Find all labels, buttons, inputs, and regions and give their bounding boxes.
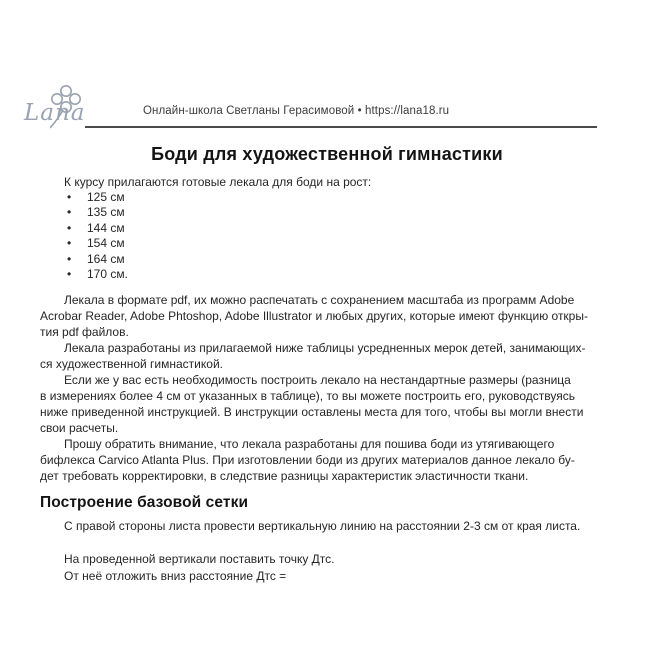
size-list-intro: К курсу прилагаются готовые лекала для боди на рост: xyxy=(64,175,372,189)
list-item-label: 135 см xyxy=(87,205,125,220)
list-item xyxy=(40,252,614,267)
paragraph-line: Если же у вас есть необходимость построить лекало на нестандартные размеры (разница xyxy=(64,373,571,388)
size-list xyxy=(40,190,614,282)
paragraph-line: в измерениях более 4 см от указанных в таблице), то вы можете построить его, руководствуясь xyxy=(40,389,576,404)
bullet-icon: • xyxy=(67,267,72,282)
list-item-label: 170 см. xyxy=(87,267,128,282)
list-item xyxy=(40,236,614,251)
list-item xyxy=(40,267,614,282)
paragraph-line: Прошу обратить внимание, что лекала разработаны для пошива боди из утягивающего xyxy=(64,437,555,452)
instruction-line: С правой стороны листа провести вертикальную линию на расстоянии 2-3 см от края листа. xyxy=(64,519,581,534)
list-item xyxy=(40,205,614,220)
section-heading: Построение базовой сетки xyxy=(40,494,249,512)
bullet-icon: • xyxy=(67,205,72,220)
logo-brand-text: Lana xyxy=(24,100,86,126)
header-divider xyxy=(85,126,597,128)
paragraph-line: Acrobar Reader, Adobe Phtoshop, Adobe Illustrator и любых других, которые имеют функцию откры- xyxy=(40,309,588,324)
paragraph xyxy=(40,436,614,484)
list-item-label: 164 см xyxy=(87,251,125,266)
blank-line xyxy=(40,535,614,552)
bullet-icon: • xyxy=(67,251,72,266)
paragraph-line: ся художественной гимнастикой. xyxy=(40,357,223,372)
body-paragraphs xyxy=(40,292,614,484)
paragraph-line: Лекала разработаны из прилагаемой ниже таблицы усредненных мерок детей, занимающих- xyxy=(64,341,586,356)
header-site-line: Онлайн-школа Светланы Герасимовой • https://lana18.ru xyxy=(143,105,450,117)
instruction-line: На проведенной вертикали поставить точку Дтс. xyxy=(64,552,335,567)
list-item xyxy=(40,221,614,236)
paragraph xyxy=(40,372,614,436)
paragraph xyxy=(40,292,614,340)
document-content xyxy=(40,143,614,584)
bullet-icon: • xyxy=(67,220,72,235)
bullet-icon: • xyxy=(67,236,72,251)
lana-logo xyxy=(24,84,104,136)
paragraph-line: ниже приведенной инструкцией. В инструкции оставлены места для того, чтобы вы могли внести xyxy=(40,405,584,420)
paragraph-line: бифлекса Carvico Atlanta Plus. При изготовлении боди из других материалов данное лекало бу- xyxy=(40,453,575,468)
paragraph-line: свои расчеты. xyxy=(40,421,119,436)
list-item-label: 144 см xyxy=(87,220,125,235)
bullet-icon: • xyxy=(67,190,72,204)
paragraph xyxy=(40,340,614,372)
instruction-line: От неё отложить вниз расстояние Дтс = xyxy=(64,568,287,583)
paragraph-line: тия pdf файлов. xyxy=(40,325,129,340)
paragraph-line: дет требовать корректировки, в следствие разницы характеристик эластичности ткани. xyxy=(40,469,529,484)
paragraph-line: Лекала в формате pdf, их можно распечатать с сохранением масштаба из программ Adobe xyxy=(64,293,575,308)
list-item-label: 154 см xyxy=(87,236,125,251)
list-item xyxy=(40,190,614,205)
list-item-label: 125 см xyxy=(87,190,125,204)
instruction-lines xyxy=(40,518,614,584)
page-title: Боди для художественной гимнастики xyxy=(151,144,503,164)
